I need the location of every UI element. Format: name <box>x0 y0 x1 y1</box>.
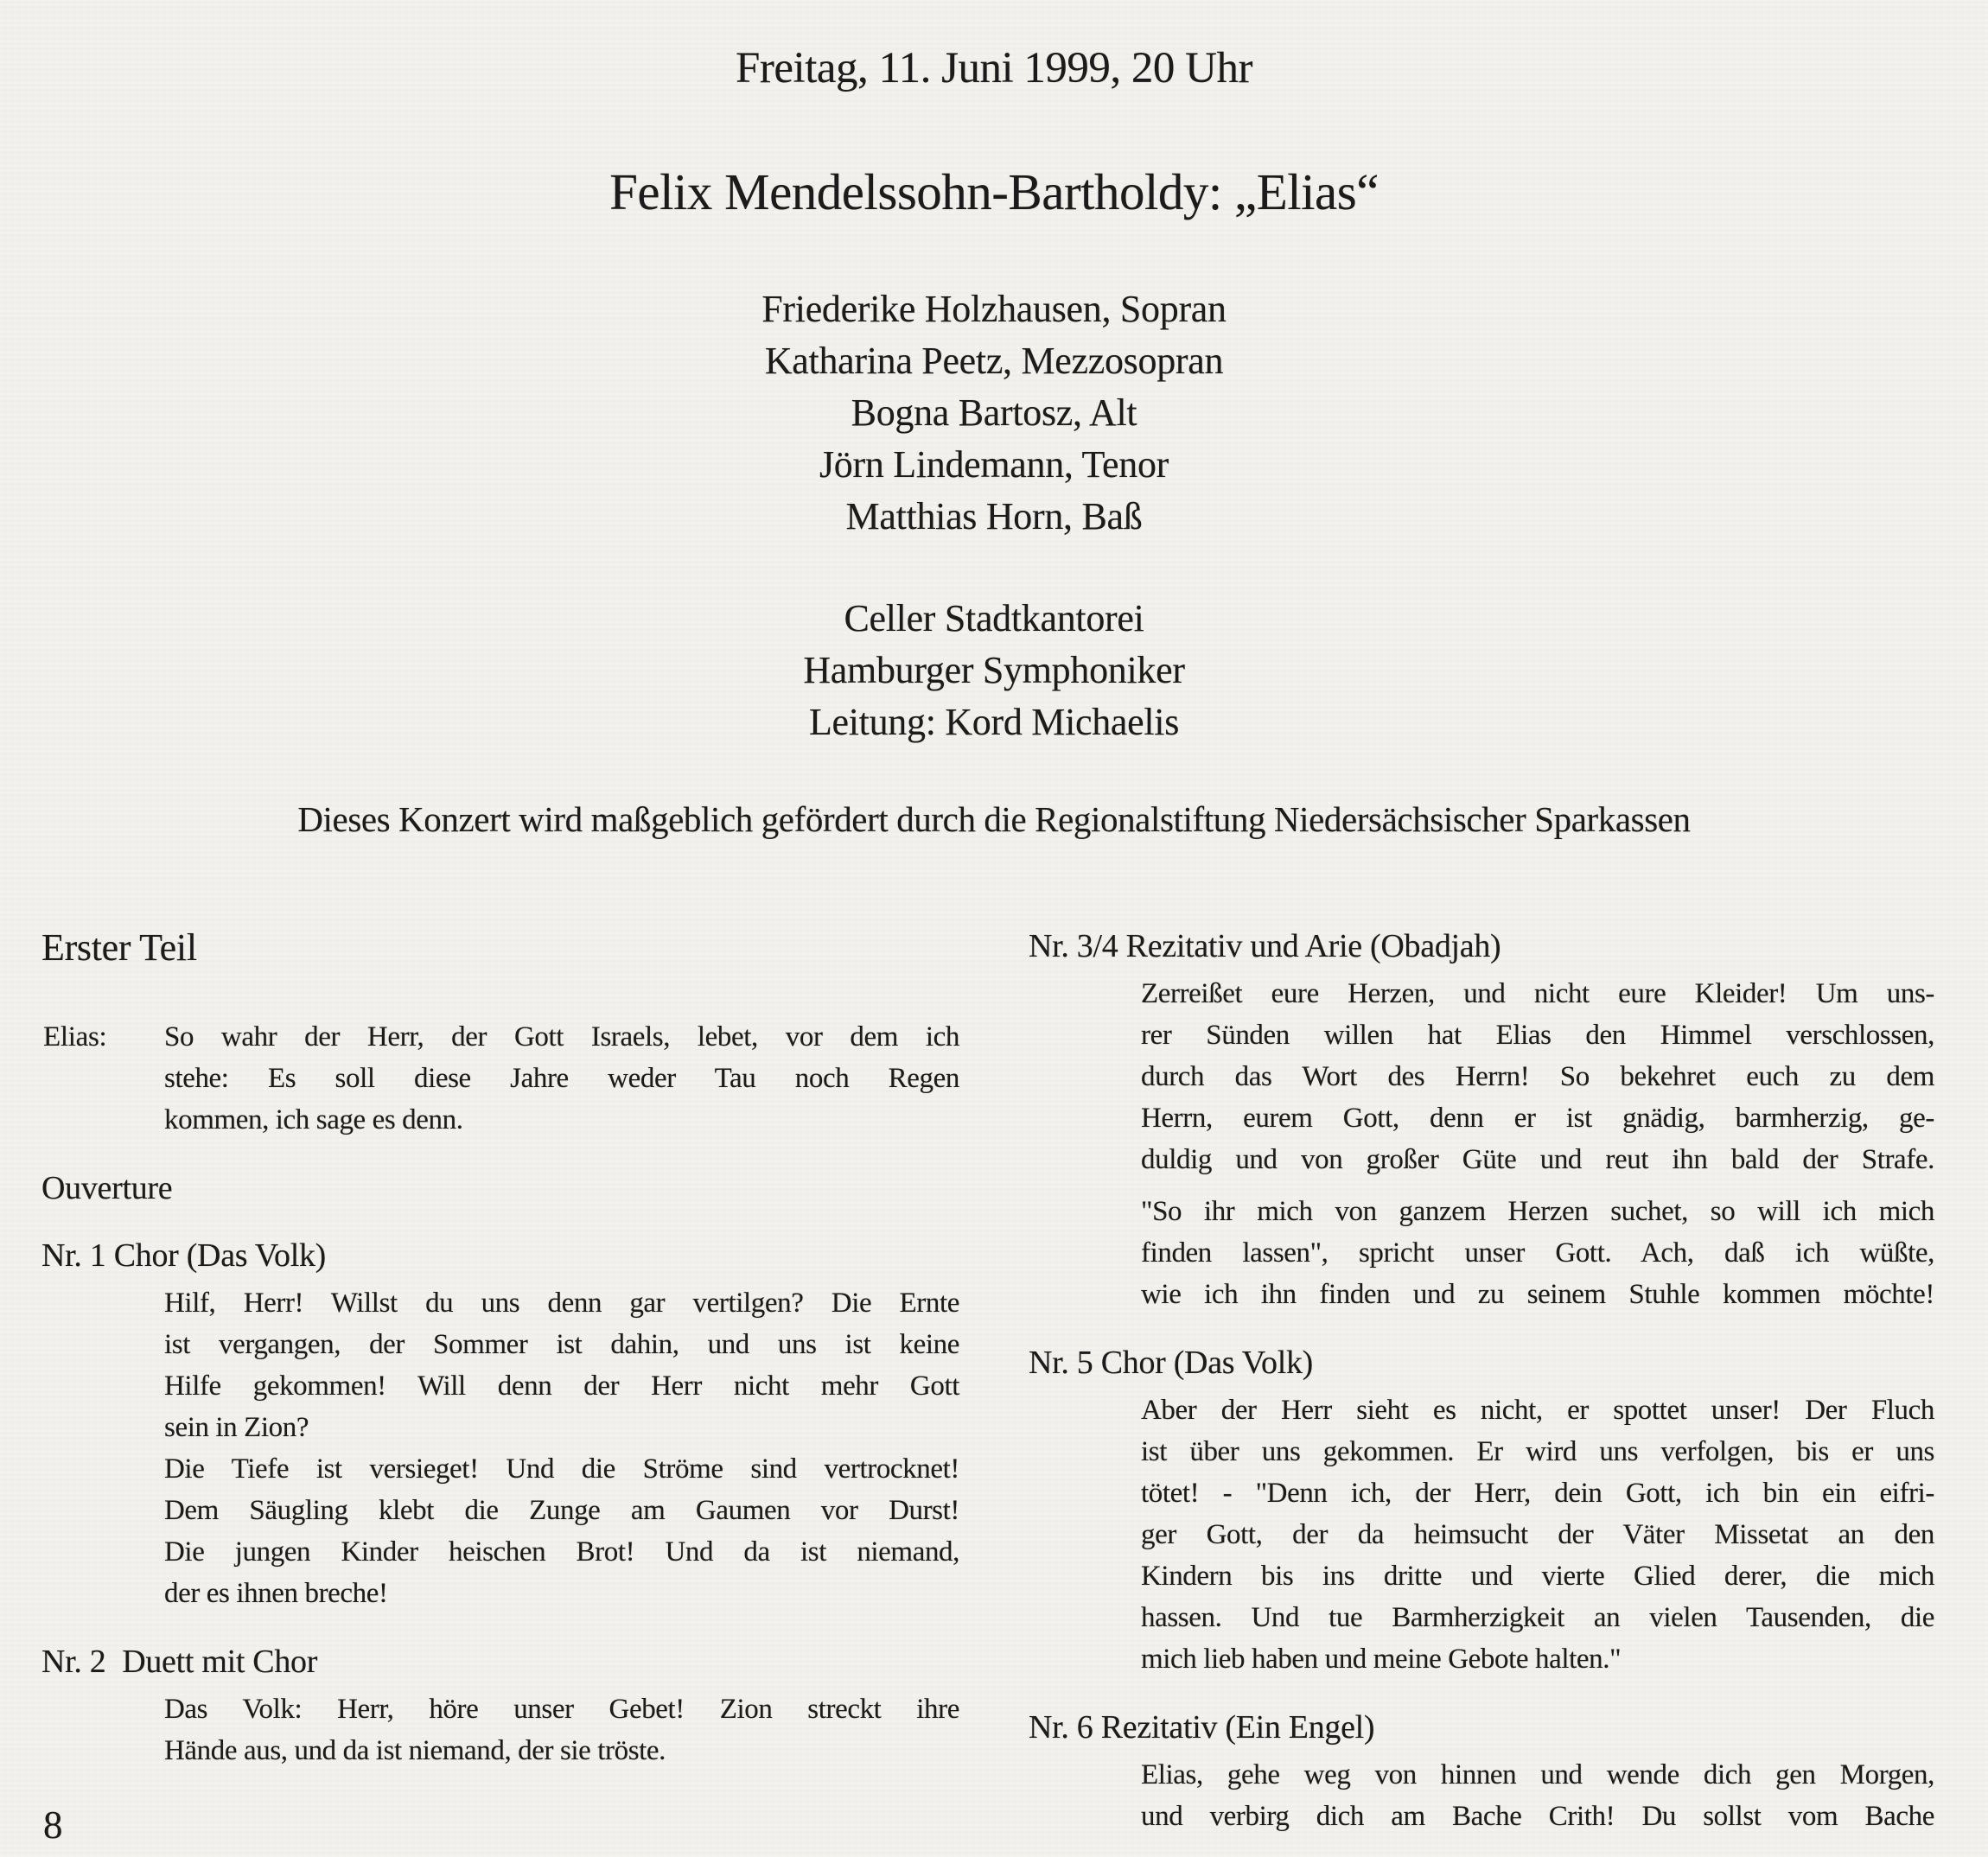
piece-heading: Nr. 1 Chor (Das Volk) <box>41 1237 327 1274</box>
piece-heading: Nr. 5 Chor (Das Volk) <box>1029 1345 1314 1381</box>
libretto-paragraph <box>1029 1754 1934 1837</box>
paragraph-lines <box>164 1688 959 1771</box>
piece-heading: Nr. 3/4 Rezitativ und Arie (Obadjah) <box>1029 928 1501 964</box>
libretto-paragraph <box>1029 1390 1934 1680</box>
text-line: wie ich ihn finden und zu seinem Stuhle kommen möchte! <box>1141 1279 1934 1310</box>
paragraph-lines <box>1141 1191 1934 1315</box>
performer-line: Jörn Lindemann, Tenor <box>819 443 1169 486</box>
libretto-paragraph <box>41 1282 959 1448</box>
piece-heading: Nr. 6 Rezitativ (Ein Engel) <box>1029 1709 1375 1746</box>
text-line: ist über uns gekommen. Er wird uns verfolgen, bis er uns <box>1141 1436 1934 1467</box>
right-column <box>1029 926 1934 1837</box>
libretto-paragraph <box>41 1016 959 1141</box>
ensemble-line: Hamburger Symphoniker <box>803 649 1185 691</box>
paragraph-lines <box>1141 973 1934 1180</box>
libretto-paragraph <box>1029 973 1934 1180</box>
text-line: Hilfe gekommen! Will denn der Herr nicht mehr Gott <box>164 1370 959 1402</box>
voice-label: Elias: <box>43 1021 107 1053</box>
paragraph-lines <box>164 1016 959 1141</box>
paragraph-lines <box>1141 1754 1934 1837</box>
text-line: kommen, ich sage es denn. <box>164 1104 463 1135</box>
text-line: mich lieb haben und meine Gebote halten." <box>1141 1644 1622 1675</box>
text-line: Das Volk: Herr, höre unser Gebet! Zion streckt ihre <box>164 1694 959 1725</box>
text-line: rer Sünden willen hat Elias den Himmel verschlossen, <box>1141 1020 1934 1051</box>
paragraph-lines <box>164 1448 959 1614</box>
text-line: durch das Wort des Herrn! So bekehret euch zu dem <box>1141 1061 1934 1092</box>
left-column <box>41 926 959 1837</box>
text-line: ist vergangen, der Sommer ist dahin, und uns ist keine <box>164 1329 959 1360</box>
text-line: Elias, gehe weg von hinnen und wende dich gen Morgen, <box>1141 1759 1934 1790</box>
concert-date: Freitag, 11. Juni 1999, 20 Uhr <box>736 44 1252 92</box>
piece-heading: Nr. 2 Duett mit Chor <box>41 1644 318 1680</box>
text-line: Hilf, Herr! Willst du uns denn gar vertilgen? Die Ernte <box>164 1288 959 1319</box>
text-line: stehe: Es soll diese Jahre weder Tau noch Regen <box>164 1063 959 1094</box>
section-title: Erster Teil <box>41 926 197 969</box>
performer-line: Katharina Peetz, Mezzosopran <box>764 340 1224 382</box>
program-columns <box>41 926 1934 1837</box>
text-line: Die Tiefe ist versieget! Und die Ströme sind vertrocknet! <box>164 1453 959 1485</box>
text-line: Dem Säugling klebt die Zunge am Gaumen vor Durst! <box>164 1495 959 1526</box>
text-line: So wahr der Herr, der Gott Israels, lebet, vor dem ich <box>164 1021 959 1053</box>
text-line: "So ihr mich von ganzem Herzen suchet, so will ich mich <box>1141 1196 1934 1227</box>
text-line: tötet! - "Denn ich, der Herr, dein Gott, ich bin ein eifri- <box>1141 1478 1934 1509</box>
text-line: Herrn, eurem Gott, denn er ist gnädig, barmherzig, ge- <box>1141 1103 1934 1134</box>
text-line: ger Gott, der da heimsucht der Väter Missetat an den <box>1141 1519 1934 1550</box>
text-line: und verbirg dich am Bache Crith! Du sollst vom Bache <box>1141 1801 1934 1832</box>
performers-list <box>0 283 1988 543</box>
paragraph-lines <box>164 1282 959 1448</box>
text-line: Kindern bis ins dritte und vierte Glied derer, die mich <box>1141 1561 1934 1592</box>
libretto-paragraph <box>1029 1191 1934 1315</box>
paragraph-lines <box>1141 1390 1934 1680</box>
performer-line: Matthias Horn, Baß <box>845 495 1143 537</box>
text-line: sein in Zion? <box>164 1412 309 1443</box>
ensembles-list <box>0 593 1988 748</box>
performer-line: Bogna Bartosz, Alt <box>851 391 1137 434</box>
ensemble-line: Celler Stadtkantorei <box>844 597 1144 639</box>
ensemble-line: Leitung: Kord Michaelis <box>808 701 1180 743</box>
text-line: Die jungen Kinder heischen Brot! Und da ist niemand, <box>164 1536 959 1568</box>
text-line: Aber der Herr sieht es nicht, er spottet unser! Der Fluch <box>1141 1395 1934 1426</box>
text-line: der es ihnen breche! <box>164 1578 388 1609</box>
performer-line: Friederike Holzhausen, Sopran <box>761 288 1227 330</box>
libretto-paragraph <box>41 1688 959 1771</box>
text-line: finden lassen", spricht unser Gott. Ach, daß ich wüßte, <box>1141 1237 1934 1269</box>
work-title: Felix Mendelssohn-Bartholdy: „Elias“ <box>609 163 1379 220</box>
text-line: duldig und von großer Güte und reut ihn bald der Strafe. <box>1141 1144 1934 1175</box>
page-number: 8 <box>43 1803 63 1847</box>
text-line: hassen. Und tue Barmherzigkeit an vielen Tausenden, die <box>1141 1602 1934 1633</box>
text-line: Zerreißet eure Herzen, und nicht eure Kleider! Um uns- <box>1141 978 1934 1009</box>
text-line: Hände aus, und da ist niemand, der sie tröste. <box>164 1735 666 1766</box>
sponsor-note: Dieses Konzert wird maßgeblich gefördert durch die Regionalstiftung Niedersächsischer Sparkassen <box>297 799 1691 839</box>
piece-heading: Ouverture <box>41 1170 173 1206</box>
libretto-paragraph <box>41 1448 959 1614</box>
